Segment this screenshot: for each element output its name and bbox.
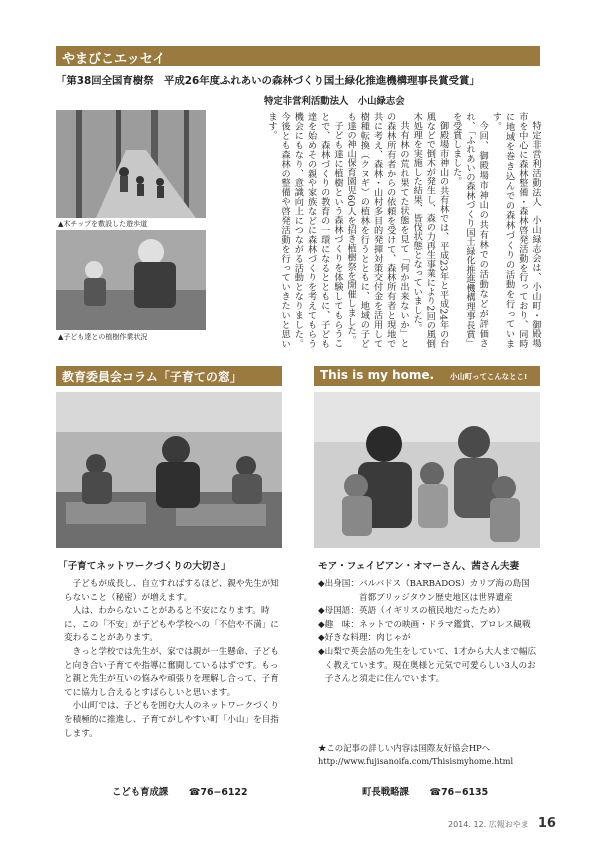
home-info-value: ネットでの映画・ドラマ鑑賞、プロレス観戦 [358,619,531,630]
home-info-key: ◆好きな料理： [318,633,377,644]
essay-section-title: やまびこエッセイ [62,52,166,67]
home-info-key: ◆趣 味： [318,619,359,630]
home-info-value: 肉じゃが [376,633,411,644]
family-photo [314,392,540,548]
planting-photo [56,230,206,330]
trail-photo [56,110,206,218]
home-info-key: ◆出身国： [318,579,359,589]
column-paragraph: きっと学校では先生が、家では親が一生懸命、子どもと向き合い子育てや指導に奮闘しているはずです。もっと親と先生が互いの悩みや頑張りを理解し合って、子育てに協力し合えるとすばらしいと思います。 [64,646,279,698]
essay-paragraph: 子ども達に植樹という森林づくりを体験してもらうことで、森林づくりの教育の一環になるとともに、子ども達を始めその親や家族などに森林づくりを考えてもらう機会にもなり、意識向上につながる活動となりました。今後とも森林の整備や啓発活動を行っていきたいと思います。 [265,112,343,348]
home-info-row [318,605,538,619]
trail-photo-caption: ▲木チップを敷設した遊歩道 [58,220,148,228]
home-section-header [314,366,540,386]
home-info-key: ◆ [318,646,325,657]
home-info-row [318,619,538,633]
home-info-value: バルバドス（BARBADOS）カリブ海の島国 首都ブリッジタウン歴史地区は世界遺産 [358,579,539,603]
column-paragraph: 小山町では、子どもを囲む大人のネットワークづくりを積極的に推進し、子育てがしやすい町「小山」を目指します。 [64,701,279,739]
home-info [318,578,538,687]
family-photo-image [314,392,540,548]
page-number: 16 [537,816,556,831]
essay-paragraph: 共有林の荒れ果てた状態を見て「何か出来ないか」との森林所有者からの依頼を受けて、森林所有者と現地で共に考え、森林・山村多目的発揮対策交付金を活用して樹種転換（クヌギ）の植林を行うとともに、地域の子ども達の神山保育園児60人を招き植樹祭を開催しました。 [345,112,409,348]
home-info-key: ◆母国語： [318,606,359,617]
column-body [64,578,280,741]
essay-paragraph: 今回、御殿場市神山の共有林での活動などが評価され、「ふれあいの森林づくり国土緑化推進機構理事長賞」を受賞しました。 [450,112,489,348]
planting-photo-caption: ▲子ども達との植樹作業状況 [58,333,148,341]
column-section-header [56,366,282,386]
home-info-value: 山梨で英会話の先生をしていて、1才から大人まで幅広く教えています。現在奥様と元気で可愛らしい3人のお子さんと須走に住んでいます。 [324,646,537,685]
column-footer [112,784,247,798]
home-footer-dept: 町長戦略課 [362,787,409,798]
essay-paragraph: 特定非営利活動法人 小山緑志会は、小山町・御殿場市を中心に森林整備・森林啓発活動を行っており、同時に地域を巻き込んでの森林づくりの活動を行っています。 [490,112,541,348]
home-names: モア・フェイビアン・オマーさん、茜さん夫妻 [318,561,520,572]
home-info-row [318,646,538,687]
column-section-title: 教育委員会コラム「子育ての窓」 [62,370,242,384]
essay-paragraph: 御殿場市神山の共有林では、平成23年と平成24年の台風などで倒木が発生し、森の力再生事業により2回の風倒木処理を実施した結果、皆伐状態となっていました。 [411,112,449,348]
column-footer-dept: こども育成課 [112,787,169,798]
home-section-sub: 小山町ってこんなとこ! [450,372,528,381]
home-section-title: This is my home. [320,368,435,382]
essay-headline: 「第38回全国育樹祭 平成26年度ふれあいの森林づくり国土緑化推進機構理事長賞受賞」 [56,75,480,87]
essay-author: 特定非営利活動法人 小山緑志会 [264,96,405,107]
essay-section-header [56,46,540,66]
column-footer-tel: ☎76−6122 [188,787,248,798]
page-footer [448,812,556,831]
issue-label: 2014. 12. 広報おやま [448,820,529,829]
column-paragraph: 人は、わからないことがあると不安になります。時に、この「不安」が子どもや学校への「不信や不満」に変わることがあります。 [64,606,279,644]
classroom-photo-image [56,392,282,548]
trail-photo-image [56,110,206,218]
home-info-row [318,632,538,646]
home-footer [362,784,488,798]
home-url-link[interactable]: http://www.fujisanoifa.com/Thisismyhome.html [318,756,514,766]
essay-body [212,112,542,348]
column-subtitle: 「子育てネットワークづくりの大切さ」 [58,561,231,572]
classroom-photo [56,392,282,548]
home-info-value: 英語（イギリスの植民地だったため） [358,606,505,617]
home-note: ★この記事の詳しい内容は国際友好協会HPへ [318,743,491,753]
home-info-row [318,578,538,605]
home-footer-tel: ☎76−6135 [429,787,489,798]
column-paragraph: 子どもが成長し、自立すればするほど、親や先生が知らないこと（秘密）が増えます。 [64,579,279,603]
planting-photo-image [56,230,206,330]
